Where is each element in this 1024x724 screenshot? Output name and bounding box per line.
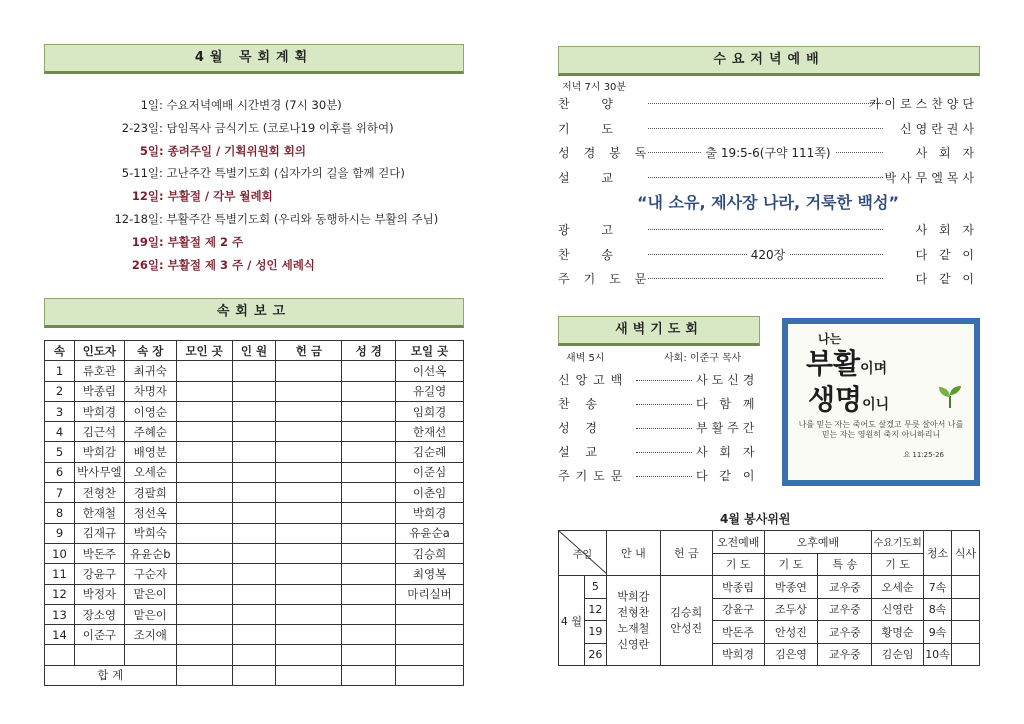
table-cell xyxy=(232,483,276,503)
table-cell xyxy=(276,625,342,645)
service-cell: 교우중 xyxy=(818,643,872,666)
meal-cell xyxy=(951,576,979,599)
table-cell xyxy=(176,401,232,421)
day-cell: 12 xyxy=(584,598,606,621)
plan-item xyxy=(60,208,460,231)
table-cell: 12 xyxy=(45,584,75,604)
table-cell xyxy=(276,401,342,421)
column-header: 모일 곳 xyxy=(396,341,464,361)
table-cell xyxy=(74,645,124,665)
cell-report-header: 속회보고 xyxy=(44,298,464,328)
dawn-item xyxy=(558,392,763,416)
table-cell: 13 xyxy=(45,604,75,624)
service-cell: 교우중 xyxy=(818,598,872,621)
table-cell: 구순자 xyxy=(124,564,176,584)
table-cell: 배영분 xyxy=(124,442,176,462)
dotted-leader xyxy=(636,380,692,381)
table-cell xyxy=(342,625,396,645)
plan-list xyxy=(60,94,460,276)
plan-date: 12-18일 xyxy=(114,211,159,226)
service-cell: 7속 xyxy=(924,576,952,599)
table-cell xyxy=(232,543,276,563)
table-cell xyxy=(176,625,232,645)
table-cell xyxy=(342,483,396,503)
dawn-header: 새벽기도회 xyxy=(558,316,760,346)
table-cell xyxy=(342,543,396,563)
wed-header: 수요기도회 xyxy=(872,531,924,554)
table-cell xyxy=(232,401,276,421)
table-cell: 강윤구 xyxy=(74,564,124,584)
table-cell xyxy=(176,483,232,503)
poster-ref: 요 11:25-26 xyxy=(903,451,944,459)
order-value: 박사무엘목사 xyxy=(884,170,978,185)
table-cell xyxy=(232,625,276,645)
table-cell: 14 xyxy=(45,625,75,645)
order-label: 찬 송 xyxy=(558,247,627,262)
plan-item xyxy=(60,140,460,163)
table-cell xyxy=(342,462,396,482)
table-cell xyxy=(232,442,276,462)
dotted-leader xyxy=(648,103,883,104)
table-row xyxy=(45,361,464,381)
plan-date: 12일 xyxy=(131,189,159,204)
table-cell: 마리실버 xyxy=(396,584,464,604)
easter-poster xyxy=(782,318,980,486)
table-cell: 경팔희 xyxy=(124,483,176,503)
table-cell xyxy=(276,523,342,543)
table-cell: 박희경 xyxy=(74,401,124,421)
table-cell xyxy=(232,564,276,584)
order-item xyxy=(558,267,978,292)
order-item xyxy=(558,166,978,191)
table-cell: 이선옥 xyxy=(396,361,464,381)
service-cell: 신영란 xyxy=(872,598,924,621)
table-cell: 조지애 xyxy=(124,625,176,645)
service-cell: 박돈주 xyxy=(712,621,764,644)
table-cell xyxy=(276,483,342,503)
plan-text: : 고난주간 특별기도회 (십자가의 길을 함께 걷다) xyxy=(159,166,405,181)
table-cell xyxy=(342,564,396,584)
table-cell: 맡은이 xyxy=(124,584,176,604)
dawn-label: 찬 송 xyxy=(558,397,603,411)
dawn-item xyxy=(558,368,763,392)
dawn-value: 다 같 이 xyxy=(696,469,759,483)
table-row xyxy=(45,422,464,442)
table-cell xyxy=(176,422,232,442)
meal-cell xyxy=(951,643,979,666)
table-row xyxy=(45,442,464,462)
offering-cell: 김승희 안성진 xyxy=(660,576,712,666)
service-cell: 박종연 xyxy=(764,576,818,599)
column-header: 성 경 xyxy=(342,341,396,361)
table-cell: 유길영 xyxy=(396,381,464,401)
table-row xyxy=(45,584,464,604)
am-header: 오전예배 xyxy=(712,531,764,554)
am-pray-header: 기 도 xyxy=(712,553,764,576)
table-cell xyxy=(342,442,396,462)
table-cell xyxy=(342,604,396,624)
table-cell: 한재철 xyxy=(74,503,124,523)
offering-header: 헌 금 xyxy=(660,531,712,576)
table-cell xyxy=(276,645,342,665)
plan-text: : 수요저녁예배 시간변경 (7시 30분) xyxy=(159,98,342,112)
pm-pray-header: 기 도 xyxy=(764,553,818,576)
service-cell: 황명순 xyxy=(872,621,924,644)
service-cell: 김은영 xyxy=(764,643,818,666)
table-cell xyxy=(232,645,276,665)
dotted-leader xyxy=(636,476,692,477)
table-cell xyxy=(342,361,396,381)
table-row xyxy=(45,543,464,563)
order-item xyxy=(558,218,978,243)
service-cell: 박종림 xyxy=(712,576,764,599)
table-cell: 임희경 xyxy=(396,401,464,421)
table-cell: 11 xyxy=(45,564,75,584)
table-cell: 장소영 xyxy=(74,604,124,624)
table-cell: 차명자 xyxy=(124,381,176,401)
dotted-leader xyxy=(648,177,883,178)
dawn-label: 설 교 xyxy=(558,445,603,459)
table-row xyxy=(45,645,464,665)
table-cell xyxy=(176,523,232,543)
dawn-label: 성 경 xyxy=(558,421,603,435)
day-cell: 19 xyxy=(584,621,606,644)
table-cell: 맡은이 xyxy=(124,604,176,624)
table-cell xyxy=(342,503,396,523)
table-cell xyxy=(276,543,342,563)
table-cell: 박사무엘 xyxy=(74,462,124,482)
guides-cell: 박희감 전형찬 노재철 신영란 xyxy=(606,576,660,666)
poster-verse: 나를 믿는 자는 죽어도 살겠고 무릇 살아서 나를 믿는 자는 영원히 죽지 아니하리니 xyxy=(798,420,964,439)
clean-header: 청소 xyxy=(924,531,952,576)
total-label: 합 계 xyxy=(45,665,177,685)
table-cell xyxy=(176,604,232,624)
dawn-item xyxy=(558,416,763,440)
order-value: 사 회 자 xyxy=(915,223,978,237)
wed-pray-header: 기 도 xyxy=(872,553,924,576)
table-cell xyxy=(342,645,396,665)
table-cell xyxy=(176,381,232,401)
order-item xyxy=(558,141,978,166)
table-cell: 주혜순 xyxy=(124,422,176,442)
meal-header: 식사 xyxy=(951,531,979,576)
order-label: 광 고 xyxy=(558,223,627,237)
pm-header: 오후예배 xyxy=(764,531,872,554)
dawn-item xyxy=(558,464,763,488)
table-cell: 박희숙 xyxy=(124,523,176,543)
table-cell: 박희경 xyxy=(396,503,464,523)
poster-line3: 생명이니 xyxy=(808,383,890,416)
sprout-icon xyxy=(936,382,964,410)
dawn-value: 사도신경 xyxy=(696,373,759,387)
table-cell: 최귀숙 xyxy=(124,361,176,381)
table-cell xyxy=(176,645,232,665)
table-cell: 7 xyxy=(45,483,75,503)
column-header: 인도자 xyxy=(74,341,124,361)
table-cell xyxy=(276,564,342,584)
column-header: 모인 곳 xyxy=(176,341,232,361)
service-cell: 교우중 xyxy=(818,576,872,599)
wednesday-time: 저녁 7시 30분 xyxy=(562,82,627,93)
plan-item xyxy=(60,231,460,254)
service-cell: 김순임 xyxy=(872,643,924,666)
table-cell xyxy=(276,503,342,523)
dawn-label: 신앙고백 xyxy=(558,373,629,387)
table-cell xyxy=(232,604,276,624)
table-cell: 2 xyxy=(45,381,75,401)
dawn-label: 주기도문 xyxy=(558,469,629,483)
service-title: 4월 봉사위원 xyxy=(720,512,791,526)
column-header: 속 장 xyxy=(124,341,176,361)
dotted-leader xyxy=(636,452,692,453)
table-cell xyxy=(232,584,276,604)
table-cell xyxy=(342,401,396,421)
table-cell: 이준심 xyxy=(396,462,464,482)
table-cell xyxy=(342,422,396,442)
week-header: 주일 xyxy=(559,531,607,576)
table-cell xyxy=(124,645,176,665)
table-cell: 오세순 xyxy=(124,462,176,482)
cell-report-table xyxy=(44,340,464,686)
day-cell: 5 xyxy=(584,576,606,599)
table-cell: 이춘임 xyxy=(396,483,464,503)
table-cell xyxy=(176,564,232,584)
plan-text: : 담임목사 금식기도 (코로나19 이후를 위하여) xyxy=(159,120,394,135)
table-row xyxy=(45,523,464,543)
table-cell xyxy=(232,381,276,401)
order-value: 다 같 이 xyxy=(915,272,978,286)
table-row xyxy=(45,625,464,645)
table-cell xyxy=(176,584,232,604)
table-cell xyxy=(176,361,232,381)
table-cell xyxy=(232,503,276,523)
table-cell xyxy=(276,462,342,482)
table-cell: 이영순 xyxy=(124,401,176,421)
table-row xyxy=(559,576,980,599)
plan-date: 5-11일 xyxy=(121,166,159,181)
dotted-leader xyxy=(648,229,883,230)
service-cell: 조두상 xyxy=(764,598,818,621)
dotted-leader xyxy=(648,278,883,279)
day-cell: 26 xyxy=(584,643,606,666)
wednesday-header: 수요저녁예배 xyxy=(558,46,980,76)
order-label: 찬 양 xyxy=(558,97,627,111)
order-item xyxy=(558,92,978,117)
wednesday-order xyxy=(558,92,978,190)
table-cell xyxy=(276,584,342,604)
plan-date: 19일 xyxy=(131,234,159,249)
plan-header: 4월 목회계획 xyxy=(44,44,464,74)
dawn-host: 사회: 이준구 목사 xyxy=(664,353,742,364)
plan-item xyxy=(60,162,460,185)
column-header: 속 xyxy=(45,341,75,361)
table-cell xyxy=(276,361,342,381)
table-cell xyxy=(276,422,342,442)
service-cell: 9속 xyxy=(924,621,952,644)
guide-header: 안 내 xyxy=(606,531,660,576)
dotted-leader xyxy=(636,404,692,405)
table-cell xyxy=(176,462,232,482)
table-cell: 5 xyxy=(45,442,75,462)
table-row xyxy=(45,401,464,421)
table-cell: 김승희 xyxy=(396,543,464,563)
plan-text: : 부활절 제 2 주 xyxy=(159,234,244,249)
sermon-title: “내 소유, 제사장 나라, 거룩한 백성” xyxy=(637,193,899,212)
plan-item xyxy=(60,254,460,277)
table-row xyxy=(45,462,464,482)
table-cell: 3 xyxy=(45,401,75,421)
order-label: 주기도문 xyxy=(558,272,661,286)
table-row xyxy=(45,381,464,401)
order-value: 사 회 자 xyxy=(915,146,978,160)
table-cell: 최영복 xyxy=(396,564,464,584)
table-cell: 10 xyxy=(45,543,75,563)
dawn-order xyxy=(558,368,763,488)
table-cell: 8 xyxy=(45,503,75,523)
month-cell: 4 월 xyxy=(559,576,585,666)
dawn-value: 사 회 자 xyxy=(696,445,759,459)
plan-date: 1일 xyxy=(140,98,159,112)
table-header-row xyxy=(45,341,464,361)
table-cell xyxy=(45,645,75,665)
plan-text: : 부활절 / 각부 월례회 xyxy=(159,189,273,204)
service-cell: 8속 xyxy=(924,598,952,621)
table-cell xyxy=(342,584,396,604)
poster-line1: 나는 xyxy=(818,332,842,346)
column-header: 인 원 xyxy=(232,341,276,361)
table-cell xyxy=(276,604,342,624)
dawn-value: 다 함 께 xyxy=(696,397,759,411)
plan-date: 2-23일 xyxy=(121,120,159,135)
table-cell xyxy=(232,361,276,381)
meal-cell xyxy=(951,621,979,644)
table-row xyxy=(45,564,464,584)
order-item xyxy=(558,243,978,268)
order-label: 성경봉독 xyxy=(558,146,661,160)
plan-date: 26일 xyxy=(131,257,159,272)
plan-date: 5일 xyxy=(139,143,159,158)
service-cell: 강윤구 xyxy=(712,598,764,621)
dawn-value: 부활주간 xyxy=(696,421,759,435)
table-cell: 류호관 xyxy=(74,361,124,381)
dotted-leader xyxy=(648,128,883,129)
pm-special-header: 특 송 xyxy=(818,553,872,576)
service-table xyxy=(558,530,980,666)
table-cell: 1 xyxy=(45,361,75,381)
order-detail: 420장 xyxy=(558,243,978,268)
table-cell xyxy=(276,442,342,462)
service-cell: 오세순 xyxy=(872,576,924,599)
service-cell: 10속 xyxy=(924,643,952,666)
table-cell: 유윤순b xyxy=(124,543,176,563)
column-header: 헌 금 xyxy=(276,341,342,361)
table-cell: 6 xyxy=(45,462,75,482)
table-cell xyxy=(396,604,464,624)
table-cell: 박돈주 xyxy=(74,543,124,563)
order-value: 다 같 이 xyxy=(915,247,978,262)
table-cell: 박희감 xyxy=(74,442,124,462)
table-row xyxy=(45,503,464,523)
table-row xyxy=(45,483,464,503)
table-cell xyxy=(232,523,276,543)
table-cell: 전형찬 xyxy=(74,483,124,503)
plan-text: : 종려주일 / 기획위원회 회의 xyxy=(159,143,307,158)
plan-item xyxy=(60,94,460,117)
table-cell: 9 xyxy=(45,523,75,543)
table-cell: 한재선 xyxy=(396,422,464,442)
table-cell xyxy=(232,462,276,482)
table-cell: 박정자 xyxy=(74,584,124,604)
table-cell: 김순례 xyxy=(396,442,464,462)
service-cell: 교우중 xyxy=(818,621,872,644)
table-cell: 정선옥 xyxy=(124,503,176,523)
wednesday-order-2 xyxy=(558,218,978,292)
table-cell: 4 xyxy=(45,422,75,442)
plan-text: : 부활주간 특별기도회 (우리와 동행하시는 부활의 주님) xyxy=(159,211,439,226)
dawn-time: 새벽 5시 xyxy=(566,353,605,364)
table-cell xyxy=(396,625,464,645)
order-item xyxy=(558,117,978,142)
total-row xyxy=(45,665,464,685)
order-value: 카이로스찬양단 xyxy=(868,97,978,111)
order-detail: 출 19:5-6(구약 111쪽) xyxy=(558,141,978,166)
table-cell xyxy=(342,381,396,401)
table-row xyxy=(45,604,464,624)
table-cell xyxy=(232,422,276,442)
plan-text: : 부활절 제 3 주 / 성인 세례식 xyxy=(159,257,315,272)
order-value: 신영란권사 xyxy=(900,121,978,136)
dawn-item xyxy=(558,440,763,464)
table-cell xyxy=(176,442,232,462)
meal-cell xyxy=(951,598,979,621)
table-cell: 박종림 xyxy=(74,381,124,401)
table-cell: 김재규 xyxy=(74,523,124,543)
table-cell: 김근석 xyxy=(74,422,124,442)
table-cell: 이준구 xyxy=(74,625,124,645)
table-cell xyxy=(176,503,232,523)
poster-line2: 부활이며 xyxy=(806,347,888,380)
service-cell: 안성진 xyxy=(764,621,818,644)
order-label: 설 교 xyxy=(558,170,627,185)
dotted-leader xyxy=(636,428,692,429)
order-label: 기 도 xyxy=(558,121,627,136)
service-cell: 박희경 xyxy=(712,643,764,666)
table-cell xyxy=(396,645,464,665)
plan-item xyxy=(60,185,460,208)
table-cell xyxy=(276,381,342,401)
table-cell xyxy=(342,523,396,543)
table-cell: 유윤순a xyxy=(396,523,464,543)
table-cell xyxy=(176,543,232,563)
plan-item xyxy=(60,117,460,140)
